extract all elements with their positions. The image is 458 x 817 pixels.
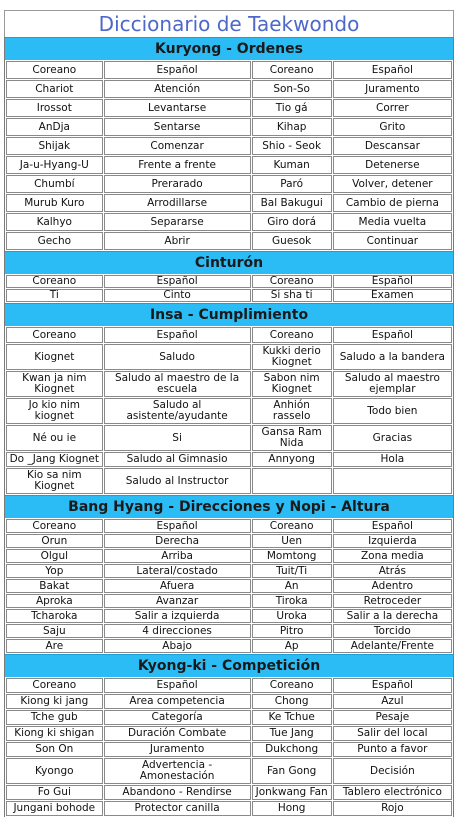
spanish-term-cell: Español: [333, 678, 452, 693]
korean-term-cell: Hong: [252, 801, 332, 816]
korean-term-cell: Ja-u-Hyang-U: [6, 156, 103, 174]
spanish-term-cell: Avanzar: [104, 594, 251, 608]
korean-term-cell: Kyongo: [6, 758, 103, 784]
korean-term-cell: Bal Bakugui: [252, 194, 332, 212]
table-row: [6, 289, 452, 302]
korean-term-cell: Pitro: [252, 624, 332, 638]
section: [4, 495, 454, 654]
korean-term-cell: Kiognet: [6, 344, 103, 370]
spanish-term-cell: 4 direcciones: [104, 624, 251, 638]
korean-term-cell: Coreano: [252, 678, 332, 693]
table-row: [6, 579, 452, 593]
spanish-term-cell: Español: [333, 275, 452, 288]
table-row: [6, 594, 452, 608]
spanish-term-cell: Todo bien: [333, 398, 452, 424]
table-header-row: [6, 275, 452, 288]
korean-term-cell: Kwan ja nim Kiognet: [6, 371, 103, 397]
spanish-term-cell: Hola: [333, 452, 452, 467]
spanish-term-cell: Juramento: [333, 80, 452, 98]
korean-term-cell: Né ou ie: [6, 425, 103, 451]
section: [4, 654, 454, 817]
spanish-term-cell: Area competencia: [104, 694, 251, 709]
spanish-term-cell: Saludo al asistente/ayudante: [104, 398, 251, 424]
table-row: [6, 398, 452, 424]
korean-term-cell: Olgul: [6, 549, 103, 563]
spanish-term-cell: Adentro: [333, 579, 452, 593]
spanish-term-cell: Español: [104, 519, 251, 533]
vocabulary-table: [5, 326, 453, 495]
spanish-term-cell: Saludo al maestro de la escuela: [104, 371, 251, 397]
korean-term-cell: Momtong: [252, 549, 332, 563]
spanish-term-cell: Cambio de pierna: [333, 194, 452, 212]
spanish-term-cell: Decisión: [333, 758, 452, 784]
table-row: [6, 137, 452, 155]
korean-term-cell: Coreano: [252, 61, 332, 79]
table-row: [6, 639, 452, 653]
spanish-term-cell: Saludo al maestro ejemplar: [333, 371, 452, 397]
spanish-term-cell: Detenerse: [333, 156, 452, 174]
spanish-term-cell: Lateral/costado: [104, 564, 251, 578]
vocabulary-table: [5, 518, 453, 654]
table-row: [6, 609, 452, 623]
table-row: [6, 534, 452, 548]
section-header: Insa - Cumplimiento: [5, 303, 453, 326]
table-row: [6, 758, 452, 784]
spanish-term-cell: Salir a la derecha: [333, 609, 452, 623]
korean-term-cell: Coreano: [6, 61, 103, 79]
korean-term-cell: Are: [6, 639, 103, 653]
korean-term-cell: Irossot: [6, 99, 103, 117]
section-header: Kyong-ki - Competición: [5, 654, 453, 677]
table-row: [6, 194, 452, 212]
table-header-row: [6, 678, 452, 693]
korean-term-cell: Jo kio nim kiognet: [6, 398, 103, 424]
korean-term-cell: Coreano: [6, 519, 103, 533]
spanish-term-cell: Rojo: [333, 801, 452, 816]
table-row: [6, 371, 452, 397]
spanish-term-cell: Gracias: [333, 425, 452, 451]
korean-term-cell: Kuman: [252, 156, 332, 174]
spanish-term-cell: Atención: [104, 80, 251, 98]
spanish-term-cell: Español: [104, 275, 251, 288]
spanish-term-cell: Volver, detener: [333, 175, 452, 193]
table-row: [6, 175, 452, 193]
table-row: [6, 452, 452, 467]
spanish-term-cell: Azul: [333, 694, 452, 709]
table-row: [6, 694, 452, 709]
spanish-term-cell: Juramento: [104, 742, 251, 757]
spanish-term-cell: Media vuelta: [333, 213, 452, 231]
korean-term-cell: [252, 468, 332, 494]
korean-term-cell: Tio gá: [252, 99, 332, 117]
korean-term-cell: Aproka: [6, 594, 103, 608]
vocabulary-table: [5, 60, 453, 251]
spanish-term-cell: Advertencia - Amonestación: [104, 758, 251, 784]
table-row: [6, 468, 452, 494]
korean-term-cell: Kiong ki jang: [6, 694, 103, 709]
table-row: [6, 99, 452, 117]
section-header: Cinturón: [5, 251, 453, 274]
korean-term-cell: Ti: [6, 289, 103, 302]
korean-term-cell: Chong: [252, 694, 332, 709]
korean-term-cell: Coreano: [252, 519, 332, 533]
section-header: Kuryong - Ordenes: [5, 37, 453, 60]
korean-term-cell: Coreano: [6, 327, 103, 343]
korean-term-cell: Shio - Seok: [252, 137, 332, 155]
spanish-term-cell: Saludo a la bandera: [333, 344, 452, 370]
korean-term-cell: Ap: [252, 639, 332, 653]
korean-term-cell: Do _Jang Kiognet: [6, 452, 103, 467]
korean-term-cell: Ke Tchue: [252, 710, 332, 725]
spanish-term-cell: Categoría: [104, 710, 251, 725]
korean-term-cell: Tuit/Ti: [252, 564, 332, 578]
table-row: [6, 425, 452, 451]
section: [4, 251, 454, 303]
spanish-term-cell: Tablero electrónico: [333, 785, 452, 800]
spanish-term-cell: Abandono - Rendirse: [104, 785, 251, 800]
spanish-term-cell: Derecha: [104, 534, 251, 548]
korean-term-cell: An: [252, 579, 332, 593]
korean-term-cell: Murub Kuro: [6, 194, 103, 212]
spanish-term-cell: Salir del local: [333, 726, 452, 741]
korean-term-cell: Kukki derio Kiognet: [252, 344, 332, 370]
spanish-term-cell: Abrir: [104, 232, 251, 250]
spanish-term-cell: Protector canilla: [104, 801, 251, 816]
korean-term-cell: Si sha ti: [252, 289, 332, 302]
spanish-term-cell: Continuar: [333, 232, 452, 250]
spanish-term-cell: Si: [104, 425, 251, 451]
korean-term-cell: Anhión rasselo: [252, 398, 332, 424]
korean-term-cell: Yop: [6, 564, 103, 578]
spanish-term-cell: Afuera: [104, 579, 251, 593]
spanish-term-cell: Arriba: [104, 549, 251, 563]
spanish-term-cell: Arrodillarse: [104, 194, 251, 212]
table-row: [6, 710, 452, 725]
korean-term-cell: Dukchong: [252, 742, 332, 757]
spanish-term-cell: Zona media: [333, 549, 452, 563]
table-row: [6, 801, 452, 816]
korean-term-cell: Coreano: [252, 327, 332, 343]
spanish-term-cell: Izquierda: [333, 534, 452, 548]
korean-term-cell: Annyong: [252, 452, 332, 467]
spanish-term-cell: Adelante/Frente: [333, 639, 452, 653]
korean-term-cell: Tche gub: [6, 710, 103, 725]
spanish-term-cell: Punto a favor: [333, 742, 452, 757]
korean-term-cell: Guesok: [252, 232, 332, 250]
table-row: [6, 80, 452, 98]
korean-term-cell: Tue Jang: [252, 726, 332, 741]
table-row: [6, 624, 452, 638]
korean-term-cell: Kio sa nim Kiognet: [6, 468, 103, 494]
korean-term-cell: Paró: [252, 175, 332, 193]
table-header-row: [6, 61, 452, 79]
spanish-term-cell: Torcido: [333, 624, 452, 638]
spanish-term-cell: Sentarse: [104, 118, 251, 136]
korean-term-cell: Gansa Ram Nida: [252, 425, 332, 451]
korean-term-cell: Saju: [6, 624, 103, 638]
korean-term-cell: Uen: [252, 534, 332, 548]
korean-term-cell: Tiroka: [252, 594, 332, 608]
sections-container: [4, 37, 454, 817]
spanish-term-cell: Abajo: [104, 639, 251, 653]
spanish-term-cell: Cinto: [104, 289, 251, 302]
spanish-term-cell: Español: [333, 61, 452, 79]
korean-term-cell: Bakat: [6, 579, 103, 593]
spanish-term-cell: Levantarse: [104, 99, 251, 117]
vocabulary-table: [5, 274, 453, 303]
korean-term-cell: Son-So: [252, 80, 332, 98]
korean-term-cell: Fo Gui: [6, 785, 103, 800]
spanish-term-cell: Descansar: [333, 137, 452, 155]
spanish-term-cell: Saludo: [104, 344, 251, 370]
table-header-row: [6, 519, 452, 533]
korean-term-cell: Kiong ki shigan: [6, 726, 103, 741]
korean-term-cell: Coreano: [252, 275, 332, 288]
spanish-term-cell: Examen: [333, 289, 452, 302]
korean-term-cell: Coreano: [6, 275, 103, 288]
table-row: [6, 232, 452, 250]
spanish-term-cell: Atrás: [333, 564, 452, 578]
korean-term-cell: Chariot: [6, 80, 103, 98]
spanish-term-cell: Español: [104, 61, 251, 79]
table-row: [6, 564, 452, 578]
spanish-term-cell: Correr: [333, 99, 452, 117]
spanish-term-cell: Grito: [333, 118, 452, 136]
korean-term-cell: Tcharoka: [6, 609, 103, 623]
korean-term-cell: Son On: [6, 742, 103, 757]
korean-term-cell: Giro dorá: [252, 213, 332, 231]
spanish-term-cell: Frente a frente: [104, 156, 251, 174]
spanish-term-cell: [333, 468, 452, 494]
korean-term-cell: Sabon nim Kiognet: [252, 371, 332, 397]
table-row: [6, 118, 452, 136]
section: [4, 37, 454, 251]
korean-term-cell: Chumbí: [6, 175, 103, 193]
korean-term-cell: Kihap: [252, 118, 332, 136]
korean-term-cell: Coreano: [6, 678, 103, 693]
korean-term-cell: Gecho: [6, 232, 103, 250]
spanish-term-cell: Comenzar: [104, 137, 251, 155]
table-row: [6, 156, 452, 174]
spanish-term-cell: Retroceder: [333, 594, 452, 608]
table-row: [6, 726, 452, 741]
korean-term-cell: Kalhyo: [6, 213, 103, 231]
spanish-term-cell: Español: [104, 678, 251, 693]
korean-term-cell: Jungani bohode: [6, 801, 103, 816]
table-row: [6, 344, 452, 370]
section-header: Bang Hyang - Direcciones y Nopi - Altura: [5, 495, 453, 518]
spanish-term-cell: Español: [104, 327, 251, 343]
table-row: [6, 742, 452, 757]
spanish-term-cell: Saludo al Gimnasio: [104, 452, 251, 467]
korean-term-cell: Jonkwang Fan: [252, 785, 332, 800]
vocabulary-table: [5, 677, 453, 817]
page-title: Diccionario de Taekwondo: [4, 10, 454, 37]
spanish-term-cell: Prerarado: [104, 175, 251, 193]
section: [4, 303, 454, 495]
korean-term-cell: Orun: [6, 534, 103, 548]
korean-term-cell: Shijak: [6, 137, 103, 155]
table-row: [6, 213, 452, 231]
table-row: [6, 785, 452, 800]
spanish-term-cell: Separarse: [104, 213, 251, 231]
korean-term-cell: AnDja: [6, 118, 103, 136]
korean-term-cell: Uroka: [252, 609, 332, 623]
spanish-term-cell: Saludo al Instructor: [104, 468, 251, 494]
spanish-term-cell: Duración Combate: [104, 726, 251, 741]
dictionary-page: [4, 0, 454, 817]
table-row: [6, 549, 452, 563]
spanish-term-cell: Pesaje: [333, 710, 452, 725]
spanish-term-cell: Salir a izquierda: [104, 609, 251, 623]
korean-term-cell: Fan Gong: [252, 758, 332, 784]
spanish-term-cell: Español: [333, 327, 452, 343]
table-header-row: [6, 327, 452, 343]
spanish-term-cell: Español: [333, 519, 452, 533]
